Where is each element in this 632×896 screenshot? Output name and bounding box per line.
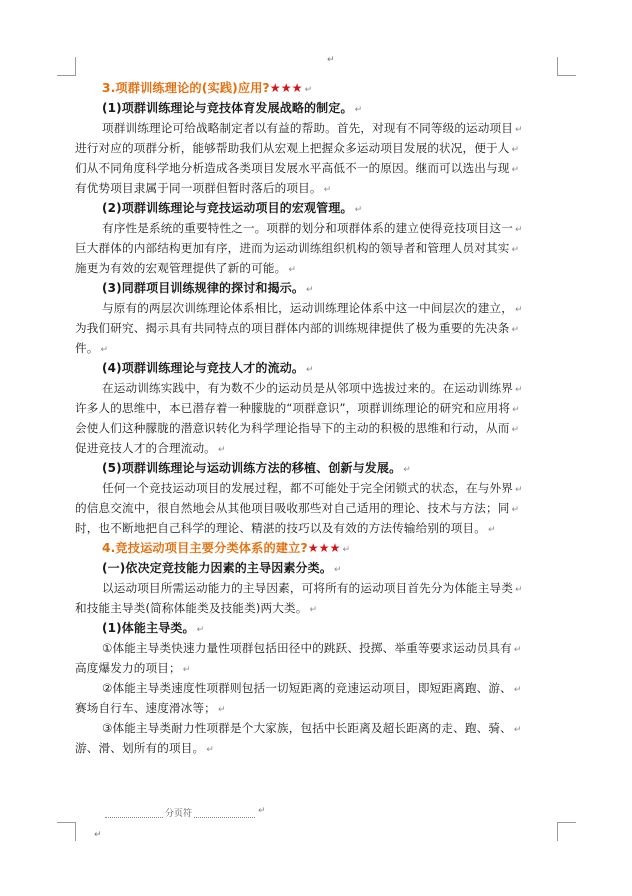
line-text: 项群训练理论可给战略制定者以有益的帮助。首先，对现有不同等级的运动项目 bbox=[102, 121, 514, 135]
paragraph-mark-bottom: ↵ bbox=[94, 830, 102, 840]
subsection-heading bbox=[102, 358, 550, 378]
paragraph-line bbox=[102, 678, 550, 698]
line-text: 有优势项目隶属于同一项群但暂时落后的项目。 bbox=[75, 181, 322, 195]
return-mark: ↵ bbox=[288, 265, 297, 275]
line-text: (1)项群训练理论与竞技体育发展战略的制定。 bbox=[102, 101, 353, 115]
return-mark: ↵ bbox=[515, 385, 523, 395]
return-mark: ↵ bbox=[354, 105, 363, 115]
return-mark: ↵ bbox=[511, 165, 520, 175]
return-mark: ↵ bbox=[403, 465, 411, 475]
line-text: 时，也不断地把自己科学的理论、精湛的技巧以及有效的方法传输给别的项目。 bbox=[75, 521, 487, 535]
line-text: 有序性是系统的重要特性之一。项群的划分和项群体系的建立使得竞技项目这一 bbox=[102, 221, 514, 235]
margin-corner-bottom-right bbox=[557, 822, 576, 841]
paragraph-line bbox=[75, 498, 550, 518]
paragraph-line bbox=[75, 598, 550, 618]
return-mark: ↵ bbox=[258, 806, 266, 816]
line-text: (3)同群项目训练规律的探讨和揭示。 bbox=[102, 281, 305, 295]
line-text: 3.项群训练理论的(实践)应用? bbox=[102, 81, 270, 95]
subsection-heading bbox=[102, 198, 550, 218]
paragraph-line bbox=[75, 258, 550, 278]
paragraph-line bbox=[75, 318, 550, 338]
line-text: (4)项群训练理论与竞技人才的流动。 bbox=[102, 361, 305, 375]
paragraph-line bbox=[102, 478, 550, 498]
paragraph-line bbox=[102, 638, 550, 658]
line-text: 会使人们这种朦胧的潜意识转化为科学理论指导下的主动的积极的思维和行动，从而 bbox=[75, 421, 510, 435]
paragraph-line bbox=[75, 338, 550, 358]
line-text: (5)项群训练理论与运动训练方法的移植、创新与发展。 bbox=[102, 461, 402, 475]
margin-corner-top-right bbox=[557, 57, 576, 76]
return-mark: ↵ bbox=[306, 285, 314, 295]
line-text: ②体能主导类速度性项群则包括一切短距离的竞速运动项目，即短距离跑、游、 bbox=[102, 681, 512, 695]
paragraph-line bbox=[102, 298, 550, 318]
return-mark: ↵ bbox=[513, 645, 522, 655]
paragraph-line bbox=[75, 238, 550, 258]
paragraph-line bbox=[75, 178, 550, 198]
line-text: 任何一个竞技运动项目的发展过程，都不可能处于完全闭锁式的状态，在与外界 bbox=[102, 481, 514, 495]
return-mark: ↵ bbox=[217, 445, 226, 455]
line-text: 们从不同角度科学地分析造成各类项目发展水平高低不一的原因。继而可以选出与现 bbox=[75, 161, 510, 175]
importance-stars: ★★★ bbox=[269, 81, 303, 95]
subsection-heading bbox=[102, 618, 550, 638]
return-mark: ↵ bbox=[511, 245, 520, 255]
line-text: 高度爆发力的项目； bbox=[75, 661, 181, 675]
line-text: 游、滑、划所有的项目。 bbox=[75, 741, 205, 755]
return-mark: ↵ bbox=[488, 525, 496, 535]
subsection-heading bbox=[102, 458, 550, 478]
paragraph-line bbox=[75, 158, 550, 178]
return-mark: ↵ bbox=[515, 125, 523, 135]
line-text: (一)依决定竞技能力因素的主导因素分类。 bbox=[102, 561, 332, 575]
return-mark: ↵ bbox=[511, 145, 520, 155]
line-text: 4.竞技运动项目主要分类体系的建立? bbox=[102, 541, 308, 555]
document-body[interactable] bbox=[75, 78, 550, 758]
return-mark: ↵ bbox=[206, 745, 214, 755]
paragraph-line bbox=[75, 438, 550, 458]
line-text: 以运动项目所需运动能力的主导因素，可将所有的运动项目首先分为体能主导类 bbox=[102, 581, 514, 595]
margin-corner-top-left bbox=[57, 57, 76, 76]
margin-corner-bottom-left bbox=[57, 822, 76, 841]
paragraph-line bbox=[102, 718, 550, 738]
paragraph-line bbox=[75, 518, 550, 538]
return-mark: ↵ bbox=[513, 685, 522, 695]
line-text: ①体能主导类快速力量性项群包括田径中的跳跃、投掷、举重等要求运动员具有 bbox=[102, 641, 512, 655]
paragraph-line bbox=[75, 398, 550, 418]
return-mark: ↵ bbox=[511, 425, 520, 435]
return-mark: ↵ bbox=[306, 365, 314, 375]
return-mark: ↵ bbox=[515, 585, 523, 595]
return-mark: ↵ bbox=[515, 305, 523, 315]
return-mark: ↵ bbox=[511, 325, 520, 335]
line-text: 巨大群体的内部结构更加有序，进而为运动训练组织机构的领导者和管理人员对其实 bbox=[75, 241, 510, 255]
line-text: 进行对应的项群分析，能够帮助我们从宏观上把握众多运动项目发展的状况，便于人 bbox=[75, 141, 510, 155]
return-mark: ↵ bbox=[182, 665, 191, 675]
line-text: 为我们研究、揭示具有共同特点的项目群体内部的训练规律提供了极为重要的先决条 bbox=[75, 321, 510, 335]
paragraph-line bbox=[75, 418, 550, 438]
line-text: 和技能主导类(简称体能类及技能类)两大类。 bbox=[75, 601, 308, 615]
return-mark: ↵ bbox=[309, 605, 318, 615]
line-text: 赛场自行车、速度滑冰等； bbox=[75, 701, 216, 715]
line-text: 许多人的思维中，本已潜存着一种朦胧的“项群意识”，项群训练理论的研究和应用将 bbox=[75, 401, 511, 415]
return-mark: ↵ bbox=[513, 725, 522, 735]
paragraph-mark-top: ↵ bbox=[327, 55, 335, 65]
return-mark: ↵ bbox=[515, 225, 523, 235]
paragraph-line bbox=[75, 698, 550, 718]
paragraph-line bbox=[75, 138, 550, 158]
importance-stars: ★★★ bbox=[307, 541, 341, 555]
line-text: (2)项群训练理论与竞技运动项目的宏观管理。 bbox=[102, 201, 353, 215]
paragraph-line bbox=[75, 738, 550, 758]
return-mark: ↵ bbox=[342, 545, 351, 555]
return-mark: ↵ bbox=[196, 625, 205, 635]
return-mark: ↵ bbox=[515, 485, 523, 495]
return-mark: ↵ bbox=[217, 705, 226, 715]
section-heading bbox=[102, 538, 550, 558]
return-mark: ↵ bbox=[100, 345, 109, 355]
line-text: 件。 bbox=[75, 341, 99, 355]
line-text: 在运动训练实践中，有为数不少的运动员是从邻项中选拔过来的。在运动训练界 bbox=[102, 381, 514, 395]
section-heading bbox=[102, 78, 550, 98]
return-mark: ↵ bbox=[512, 405, 520, 415]
return-mark: ↵ bbox=[511, 505, 520, 515]
return-mark: ↵ bbox=[354, 205, 363, 215]
line-text: 促进竞技人才的合理流动。 bbox=[75, 441, 216, 455]
line-text: 施更为有效的宏观管理提供了新的可能。 bbox=[75, 261, 287, 275]
paragraph-line bbox=[102, 578, 550, 598]
line-text: 与原有的两层次训练理论体系相比，运动训练理论体系中这一中间层次的建立， bbox=[102, 301, 514, 315]
paragraph-line bbox=[102, 218, 550, 238]
subsection-heading bbox=[102, 558, 550, 578]
paragraph-line bbox=[102, 118, 550, 138]
page-break bbox=[105, 806, 266, 821]
line-text: 的信息交流中，很自然地会从其他项目吸收那些对自己适用的理论、技术与方法；同 bbox=[75, 501, 510, 515]
return-mark: ↵ bbox=[323, 185, 332, 195]
paragraph-line bbox=[75, 658, 550, 678]
subsection-heading bbox=[102, 98, 550, 118]
return-mark: ↵ bbox=[304, 85, 313, 95]
return-mark: ↵ bbox=[333, 565, 342, 575]
paragraph-line bbox=[102, 378, 550, 398]
line-text: ③体能主导类耐力性项群是个大家族，包括中长距离及超长距离的走、跑、骑、 bbox=[102, 721, 512, 735]
subsection-heading bbox=[102, 278, 550, 298]
page-break-label: 分页符 bbox=[163, 806, 194, 819]
line-text: (1)体能主导类。 bbox=[102, 621, 195, 635]
